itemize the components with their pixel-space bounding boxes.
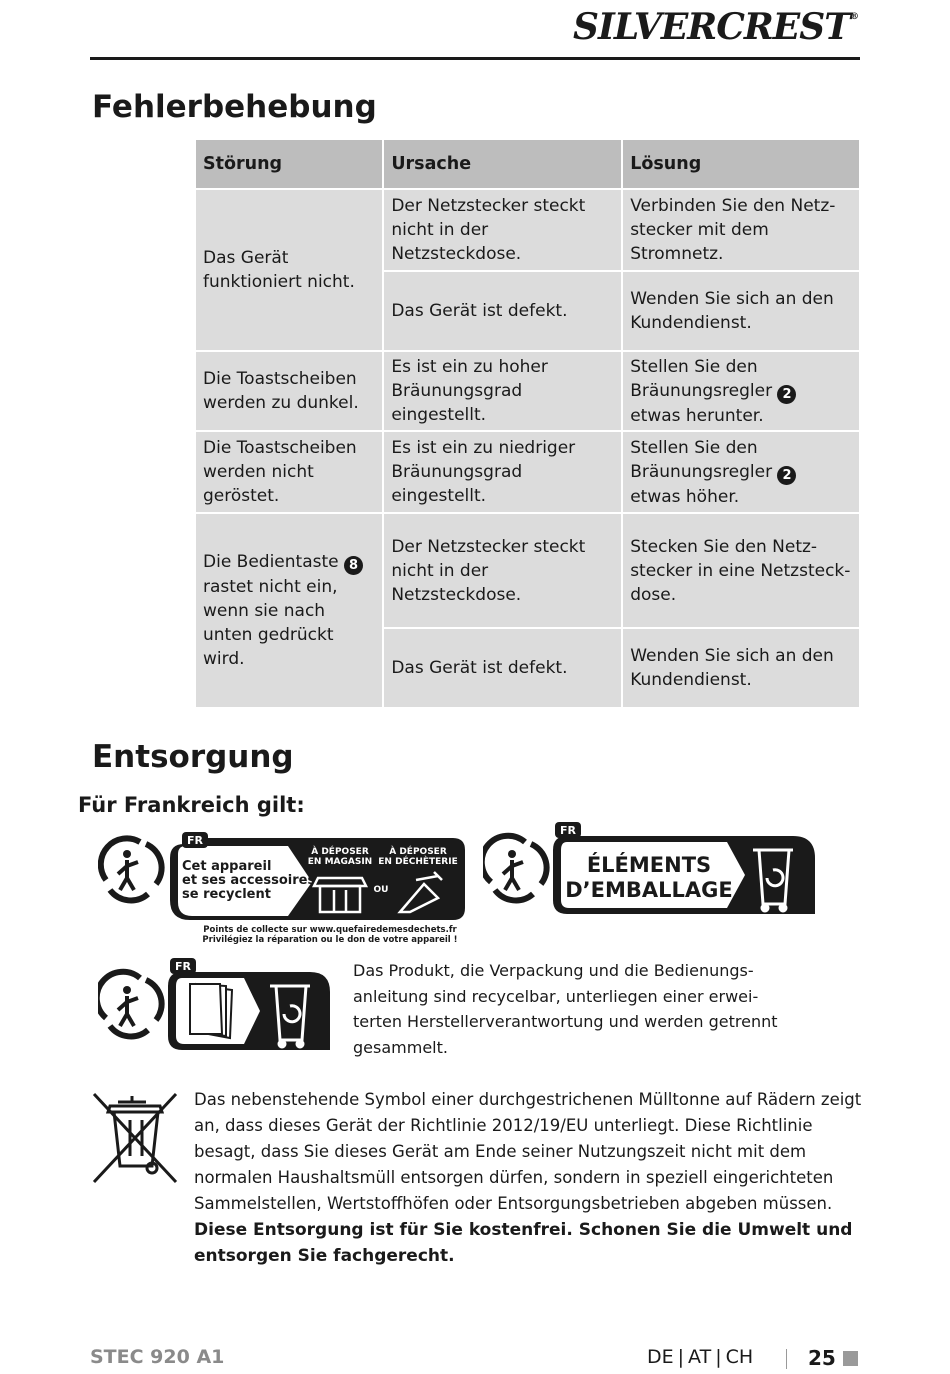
troubleshooting-table <box>194 138 861 709</box>
page-number: 25 <box>808 1346 836 1370</box>
cause-cell: Es ist ein zu niedriger Bräunungsgrad eingestellt. <box>384 432 621 512</box>
operating-button-ref-icon: 8 <box>344 556 363 575</box>
appliance-text-3: se recyclent <box>182 887 271 902</box>
solution-cell: Stecken Sie den Netzstecker in eine Netzsteckdose. <box>623 514 859 627</box>
brand-name: SILVERCREST <box>573 6 850 48</box>
problem-cell: Die Toastscheiben werden zu dunkel. <box>196 352 382 430</box>
footnote-2: Privilégiez la réparation ou le don de votre appareil ! <box>202 935 458 945</box>
problem-cell: Das Gerät funktioniert nicht. <box>196 190 382 350</box>
disposal-title: Entsorgung <box>92 739 294 775</box>
browning-control-ref-icon: 2 <box>777 385 796 404</box>
header-cause: Ursache <box>384 140 621 188</box>
footer-model: STEC 920 A1 <box>90 1346 225 1368</box>
solution-text: etwas höher. <box>630 486 740 507</box>
lang-ch: CH <box>725 1346 754 1368</box>
packaging-label-1: ÉLÉMENTS <box>586 853 712 877</box>
center-label-2: EN DÉCHÈTERIE <box>378 857 458 867</box>
solution-cell: Verbinden Sie den Netzstecker mit dem Stromnetz. <box>623 190 859 270</box>
paper-stack-icon <box>190 984 232 1038</box>
solution-text: Stellen Sie den Bräunungsregler <box>630 437 773 482</box>
header-solution: Lösung <box>623 140 859 188</box>
table-row <box>196 432 859 512</box>
solution-text: Stellen Sie den Bräunungsregler <box>630 356 773 401</box>
triman-recycle-icon <box>483 836 547 901</box>
table-row <box>196 352 859 430</box>
triman-appliance-logo <box>98 828 473 948</box>
cause-cell: Es ist ein zu hoher Bräunungsgrad eingestellt. <box>384 352 621 430</box>
solution-cell <box>623 352 859 430</box>
france-title: Für Frankreich gilt: <box>78 793 305 817</box>
problem-cell <box>196 514 382 707</box>
triman-recycle-icon <box>98 972 162 1037</box>
problem-text: rastet nicht ein, wenn sie nach unten gedrückt wird. <box>203 577 338 669</box>
store-label-1: À DÉPOSER <box>311 847 369 857</box>
triman-paper-logo <box>98 956 333 1054</box>
footnote-1: Points de collecte sur www.quefairedemesdechets.fr <box>203 925 457 935</box>
header-rule <box>90 57 860 60</box>
fr-badge: FR <box>187 834 203 847</box>
solution-cell: Wenden Sie sich an den Kundendienst. <box>623 272 859 350</box>
solution-text: etwas herunter. <box>630 405 764 426</box>
table-row <box>196 190 859 270</box>
weee-text: Das nebenstehende Symbol einer durchgestrichenen Mülltonne auf Rädern zeigt an, dass dieses Gerät der Richtlinie 2012/19/EU unterliegt. Diese Richtlinie besagt, dass Sie dieses Gerät am Ende seiner Nutzungszeit nicht mit dem normalen Haushaltsmüll entsorgen dürfen, sondern in speziell eingerichteten Sammelstellen, Wertstoffhöfen oder Entsorgungsbetrieben abgeben müssen. <box>194 1090 862 1213</box>
footer-divider <box>786 1349 787 1369</box>
appliance-text-2: et ses accessoires <box>182 873 316 888</box>
or-label: OU <box>373 885 389 895</box>
cause-cell: Der Netzstecker steckt nicht in der Netzsteckdose. <box>384 190 621 270</box>
fr-badge: FR <box>175 960 191 973</box>
cause-cell: Das Gerät ist defekt. <box>384 272 621 350</box>
cause-cell: Der Netzstecker steckt nicht in der Netzsteckdose. <box>384 514 621 627</box>
solution-cell <box>623 432 859 512</box>
cause-cell: Das Gerät ist defekt. <box>384 629 621 707</box>
table-row <box>196 514 859 627</box>
solution-cell: Wenden Sie sich an den Kundendienst. <box>623 629 859 707</box>
header-problem: Störung <box>196 140 382 188</box>
problem-cell: Die Toastscheiben werden nicht geröstet. <box>196 432 382 512</box>
weee-bold-text: Diese Entsorgung ist für Sie kostenfrei. Schonen Sie die Umwelt und entsorgen Sie fachgerecht. <box>194 1220 853 1266</box>
weee-paragraph <box>194 1087 869 1269</box>
brand-logo <box>573 6 858 48</box>
page-marker-square <box>843 1351 858 1366</box>
triman-packaging-logo <box>483 820 818 918</box>
browning-control-ref-icon: 2 <box>777 466 796 485</box>
fr-badge: FR <box>560 824 576 837</box>
problem-text: Die Bedientaste <box>203 552 339 572</box>
lang-de: DE <box>647 1346 674 1368</box>
appliance-text-1: Cet appareil <box>182 859 272 874</box>
recycle-paragraph: Das Produkt, die Verpackung und die Bedienungsanleitung sind recycelbar, unterliegen einer erweiterten Herstellerverantwortung und werden getrennt gesammelt. <box>353 961 778 1057</box>
center-label-1: À DÉPOSER <box>389 847 447 857</box>
troubleshooting-title: Fehlerbehebung <box>92 89 377 125</box>
lang-at: AT <box>688 1346 712 1368</box>
footer-languages: DE | AT | CH <box>647 1346 754 1368</box>
crossed-out-bin-icon <box>90 1090 182 1186</box>
brand-trademark: ® <box>850 12 858 22</box>
store-label-2: EN MAGASIN <box>307 857 373 867</box>
table-header-row <box>196 140 859 188</box>
triman-recycle-icon <box>101 838 162 900</box>
packaging-label-2: D’EMBALLAGE <box>565 878 733 902</box>
